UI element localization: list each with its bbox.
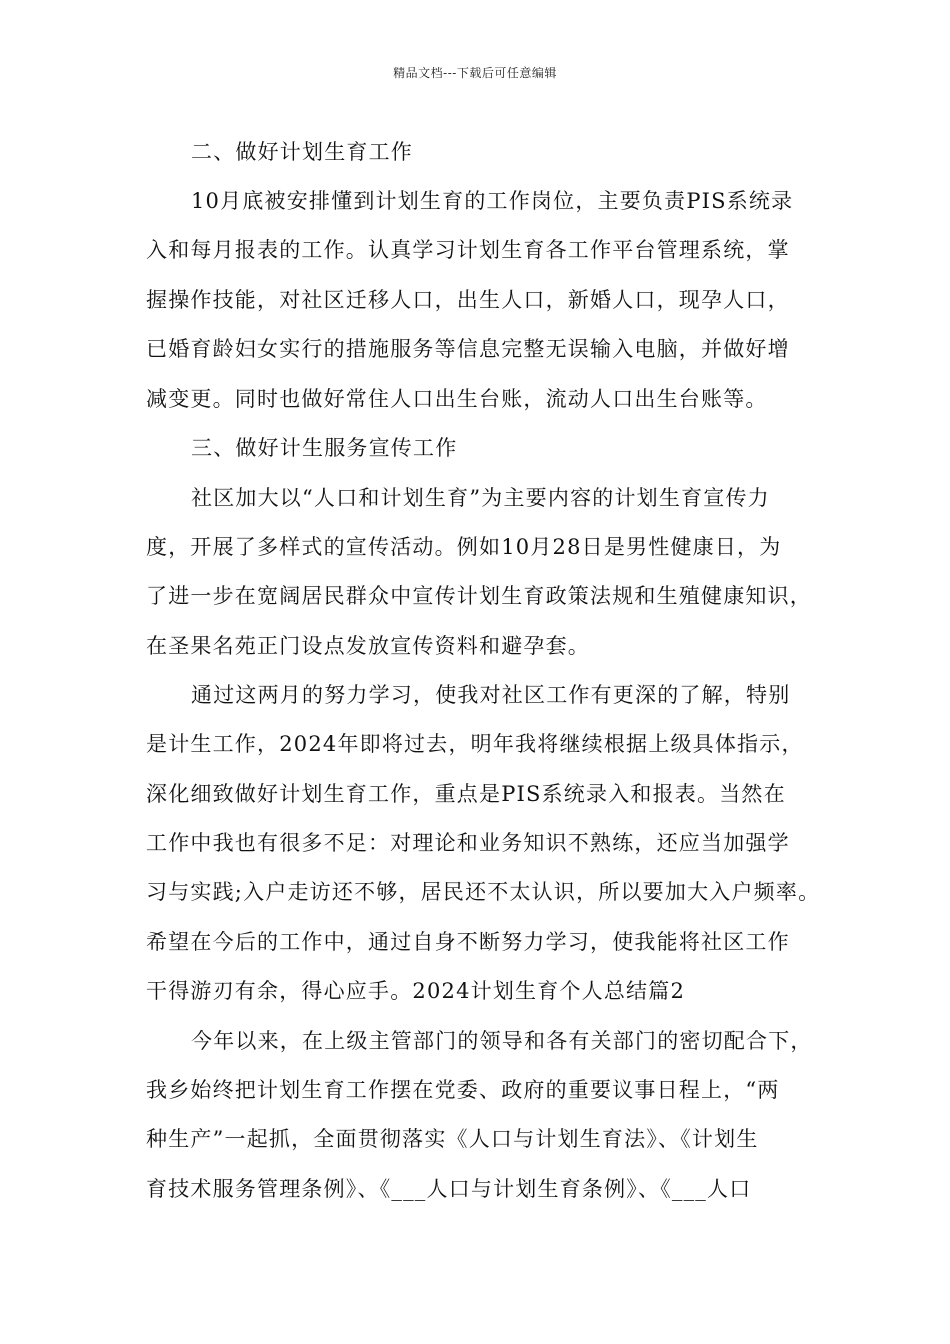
paragraph-line: 习与实践;入户走访还不够，居民还不太认识，所以要加大入户频率。 bbox=[146, 880, 821, 904]
paragraph-line: 干得游刃有余，得心应手。2024计划生育个人总结篇2 bbox=[146, 979, 686, 1003]
section-heading: 二、做好计划生育工作 bbox=[191, 140, 413, 164]
paragraph-line: 减变更。同时也做好常住人口出生台账，流动人口出生台账等。 bbox=[146, 387, 768, 411]
paragraph-line: 10月底被安排懂到计划生育的工作岗位，主要负责PIS系统录 bbox=[191, 189, 794, 213]
paragraph-line: 了进一步在宽阔居民群众中宣传计划生育政策法规和生殖健康知识， bbox=[146, 584, 812, 608]
paragraph-line: 工作中我也有很多不足：对理论和业务知识不熟练，还应当加强学 bbox=[146, 831, 790, 855]
paragraph-line: 育技术服务管理条例》、《___人口与计划生育条例》、《___人口 bbox=[146, 1177, 752, 1201]
paragraph-line: 深化细致做好计划生育工作，重点是PIS系统录入和报表。当然在 bbox=[146, 782, 786, 806]
paragraph-line: 今年以来，在上级主管部门的领导和各有关部门的密切配合下， bbox=[191, 1029, 813, 1053]
paragraph-line: 我乡始终把计划生育工作摆在党委、政府的重要议事日程上，“两 bbox=[146, 1078, 780, 1102]
paragraph-line: 社区加大以“人口和计划生育”为主要内容的计划生育宣传力 bbox=[191, 486, 770, 510]
paragraph-line: 在圣果名苑正门设点发放宣传资料和避孕套。 bbox=[146, 634, 590, 658]
paragraph-line: 已婚育龄妇女实行的措施服务等信息完整无误输入电脑，并做好增 bbox=[146, 337, 790, 361]
paragraph-line: 是计生工作，2024年即将过去，明年我将继续根据上级具体指示， bbox=[146, 732, 804, 756]
paragraph-line: 希望在今后的工作中，通过自身不断努力学习，使我能将社区工作 bbox=[146, 930, 790, 954]
section-heading: 三、做好计生服务宣传工作 bbox=[191, 436, 458, 460]
paragraph-line: 入和每月报表的工作。认真学习计划生育各工作平台管理系统，掌 bbox=[146, 238, 790, 262]
paragraph-line: 种生产”一起抓，全面贯彻落实《人口与计划生育法》、《计划生 bbox=[146, 1127, 759, 1151]
paragraph-line: 通过这两月的努力学习，使我对社区工作有更深的了解，特别 bbox=[191, 683, 791, 707]
paragraph-line: 握操作技能，对社区迁移人口，出生人口，新婚人口，现孕人口， bbox=[146, 288, 790, 312]
paragraph-line: 度，开展了多样式的宣传活动。例如10月28日是男性健康日，为 bbox=[146, 535, 782, 559]
page-header: 精品文档---下载后可任意编辑 bbox=[393, 66, 557, 80]
